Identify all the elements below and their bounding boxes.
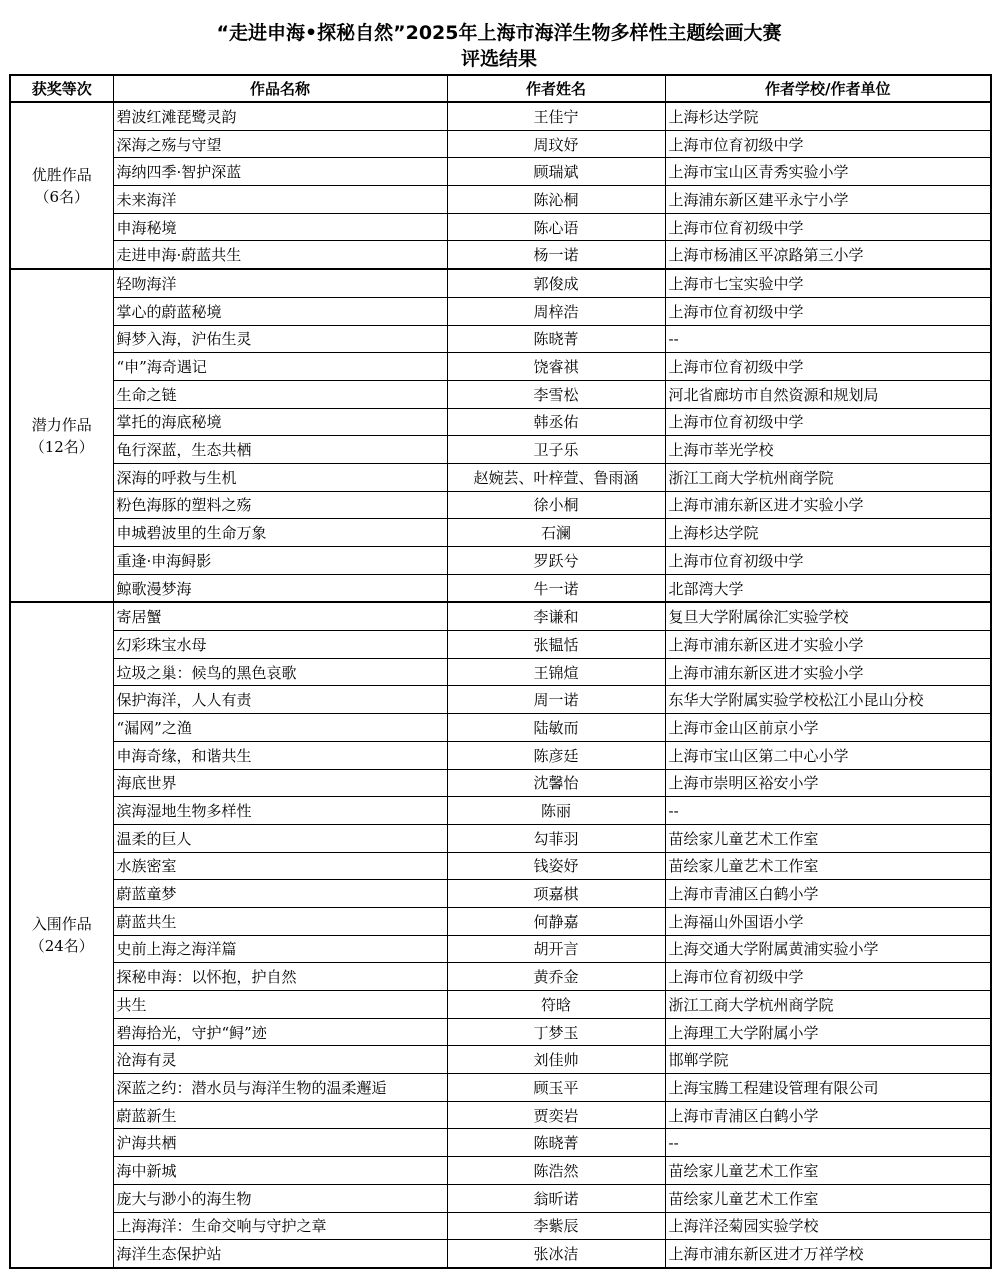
author-school-cell: 上海市位育初级中学 [665,547,991,575]
table-row [10,1018,991,1046]
author-name-cell: 张韫恬 [447,631,665,659]
author-school-cell: 上海市青浦区白鹤小学 [665,880,991,908]
author-name-cell: 翁昕诺 [447,1184,665,1212]
work-title-cell: 寄居蟹 [113,602,447,630]
author-school-cell: 河北省廊坊市自然资源和规划局 [665,380,991,408]
work-title-cell: 龟行深蓝，生态共栖 [113,436,447,464]
author-school-cell: 上海市浦东新区进才万祥学校 [665,1240,991,1268]
table-row [10,686,991,714]
work-title-cell: 掌心的蔚蓝秘境 [113,297,447,325]
author-school-cell: 上海市浦东新区进才实验小学 [665,631,991,659]
author-name-cell: 陈彦廷 [447,741,665,769]
header-work-title: 作品名称 [113,75,447,102]
work-title-cell: 碧海拾光，守护“鲟”迹 [113,1018,447,1046]
author-name-cell: 钱姿妤 [447,852,665,880]
author-school-cell: 上海市位育初级中学 [665,963,991,991]
table-body [10,102,991,1268]
results-table [9,74,992,1269]
author-school-cell: 上海市宝山区第二中心小学 [665,741,991,769]
table-row [10,714,991,742]
work-title-cell: 沪海共栖 [113,1129,447,1157]
author-name-cell: 李谦和 [447,602,665,630]
author-name-cell: 胡开言 [447,935,665,963]
author-name-cell: 石澜 [447,519,665,547]
work-title-cell: 深海的呼救与生机 [113,463,447,491]
work-title-cell: 探秘申海：以怀抱，护自然 [113,963,447,991]
author-school-cell: 上海市位育初级中学 [665,353,991,381]
author-name-cell: 丁梦玉 [447,1018,665,1046]
table-row [10,631,991,659]
author-school-cell: 上海杉达学院 [665,102,991,130]
table-row [10,991,991,1019]
work-title-cell: 深蓝之约：潜水员与海洋生物的温柔邂逅 [113,1074,447,1102]
table-row [10,463,991,491]
author-name-cell: 周玟妤 [447,130,665,158]
author-name-cell: 杨一诺 [447,241,665,269]
author-name-cell: 贾奕岩 [447,1101,665,1129]
author-name-cell: 李紫辰 [447,1212,665,1240]
author-name-cell: 陈心语 [447,213,665,241]
work-title-cell: 生命之链 [113,380,447,408]
author-school-cell: 上海市莘光学校 [665,436,991,464]
author-school-cell: 苗绘家儿童艺术工作室 [665,1157,991,1185]
author-school-cell: -- [665,797,991,825]
author-school-cell: 浙江工商大学杭州商学院 [665,463,991,491]
author-school-cell: 上海宝腾工程建设管理有限公司 [665,1074,991,1102]
work-title-cell: 申海秘境 [113,213,447,241]
table-row [10,824,991,852]
table-row [10,797,991,825]
author-name-cell: 韩丞佑 [447,408,665,436]
work-title-cell: 蔚蓝新生 [113,1101,447,1129]
author-name-cell: 饶睿祺 [447,353,665,381]
author-name-cell: 陈丽 [447,797,665,825]
award-category-label: 优胜作品 [31,165,92,184]
work-title-cell: 上海海洋：生命交响与守护之章 [113,1212,447,1240]
author-name-cell: 王锦煊 [447,658,665,686]
work-title-cell: 碧波红滩琵鹭灵韵 [113,102,447,130]
award-category-count: （6名） [34,187,90,206]
work-title-cell: 海底世界 [113,769,447,797]
author-school-cell: 上海市崇明区裕安小学 [665,769,991,797]
award-category-label: 潜力作品 [31,415,92,434]
table-row [10,186,991,214]
author-school-cell: 苗绘家儿童艺术工作室 [665,1184,991,1212]
author-name-cell: 卫子乐 [447,436,665,464]
table-row [10,1129,991,1157]
author-name-cell: 沈馨怡 [447,769,665,797]
author-school-cell: 浙江工商大学杭州商学院 [665,991,991,1019]
author-school-cell: 上海理工大学附属小学 [665,1018,991,1046]
work-title-cell: 重逢·申海鲟影 [113,547,447,575]
table-row [10,241,991,269]
work-title-cell: 申城碧波里的生命万象 [113,519,447,547]
author-school-cell: 邯郸学院 [665,1046,991,1074]
table-row [10,436,991,464]
author-name-cell: 牛一诺 [447,574,665,602]
award-category-cell [10,269,113,602]
work-title-cell: 鲟梦入海，沪佑生灵 [113,325,447,353]
author-school-cell: 上海市浦东新区进才实验小学 [665,491,991,519]
author-name-cell: 张冰洁 [447,1240,665,1268]
work-title-cell: 鲸歌漫梦海 [113,574,447,602]
header-author-school: 作者学校/作者单位 [665,75,991,102]
work-title-cell: 沧海有灵 [113,1046,447,1074]
table-row [10,880,991,908]
author-school-cell: 上海市宝山区青秀实验小学 [665,158,991,186]
table-row [10,852,991,880]
author-name-cell: 陈沁桐 [447,186,665,214]
table-row [10,1074,991,1102]
work-title-cell: 滨海湿地生物多样性 [113,797,447,825]
work-title-cell: 掌托的海底秘境 [113,408,447,436]
table-row [10,353,991,381]
author-name-cell: 符晗 [447,991,665,1019]
work-title-cell: 深海之殇与守望 [113,130,447,158]
author-school-cell: 苗绘家儿童艺术工作室 [665,824,991,852]
author-name-cell: 王佳宁 [447,102,665,130]
author-name-cell: 陈浩然 [447,1157,665,1185]
table-row [10,408,991,436]
work-title-cell: “漏网”之渔 [113,714,447,742]
author-name-cell: 郭俊成 [447,269,665,297]
work-title-cell: 申海奇缘，和谐共生 [113,741,447,769]
work-title-cell: 垃圾之巢：候鸟的黑色哀歌 [113,658,447,686]
author-school-cell: 上海浦东新区建平永宁小学 [665,186,991,214]
work-title-cell: 水族密室 [113,852,447,880]
author-school-cell: 东华大学附属实验学校松江小昆山分校 [665,686,991,714]
work-title-cell: “申”海奇遇记 [113,353,447,381]
page-title: “走进申海•探秘自然”2025年上海市海洋生物多样性主题绘画大赛 [216,22,782,44]
work-title-cell: 共生 [113,991,447,1019]
work-title-cell: 庞大与渺小的海生物 [113,1184,447,1212]
table-row [10,130,991,158]
table-row [10,907,991,935]
author-school-cell: 上海市杨浦区平凉路第三小学 [665,241,991,269]
author-name-cell: 顾玉平 [447,1074,665,1102]
table-row [10,658,991,686]
table-row [10,213,991,241]
work-title-cell: 蔚蓝共生 [113,907,447,935]
author-school-cell: 上海市青浦区白鹤小学 [665,1101,991,1129]
work-title-cell: 蔚蓝童梦 [113,880,447,908]
author-school-cell: -- [665,325,991,353]
table-row [10,769,991,797]
table-row [10,963,991,991]
author-school-cell: 上海交通大学附属黄浦实验小学 [665,935,991,963]
author-name-cell: 赵婉芸、叶梓萱、鲁雨涵 [447,463,665,491]
author-name-cell: 周梓浩 [447,297,665,325]
author-school-cell: 苗绘家儿童艺术工作室 [665,852,991,880]
table-row [10,1046,991,1074]
author-name-cell: 陆敏而 [447,714,665,742]
table-row [10,1240,991,1268]
award-category-label: 入围作品 [31,915,92,934]
table-row [10,935,991,963]
table-row [10,158,991,186]
author-school-cell: 复旦大学附属徐汇实验学校 [665,602,991,630]
award-category-cell [10,102,113,269]
work-title-cell: 粉色海豚的塑料之殇 [113,491,447,519]
table-row [10,269,991,297]
author-school-cell: 上海市七宝实验中学 [665,269,991,297]
table-row [10,491,991,519]
author-school-cell: 上海市位育初级中学 [665,297,991,325]
work-title-cell: 保护海洋，人人有责 [113,686,447,714]
table-row [10,1184,991,1212]
header-award-level: 获奖等次 [10,75,113,102]
table-row [10,547,991,575]
award-category-count: （24名） [29,937,94,956]
table-row [10,574,991,602]
table-row [10,519,991,547]
table-row [10,380,991,408]
table-row [10,1101,991,1129]
author-school-cell: 上海市位育初级中学 [665,213,991,241]
work-title-cell: 温柔的巨人 [113,824,447,852]
work-title-cell: 轻吻海洋 [113,269,447,297]
table-header-row [10,75,991,102]
table-row [10,1157,991,1185]
author-school-cell: 上海福山外国语小学 [665,907,991,935]
author-name-cell: 项嘉棋 [447,880,665,908]
author-name-cell: 何静嘉 [447,907,665,935]
author-name-cell: 罗跃兮 [447,547,665,575]
work-title-cell: 史前上海之海洋篇 [113,935,447,963]
work-title-cell: 海中新城 [113,1157,447,1185]
work-title-cell: 海洋生态保护站 [113,1240,447,1268]
table-row [10,297,991,325]
author-name-cell: 黄乔金 [447,963,665,991]
work-title-cell: 走进申海·蔚蓝共生 [113,241,447,269]
table-row [10,102,991,130]
table-row [10,1212,991,1240]
author-school-cell: 上海市浦东新区进才实验小学 [665,658,991,686]
author-name-cell: 勾菲羽 [447,824,665,852]
author-name-cell: 徐小桐 [447,491,665,519]
author-school-cell: 上海市位育初级中学 [665,408,991,436]
table-row [10,741,991,769]
author-name-cell: 刘佳帅 [447,1046,665,1074]
work-title-cell: 幻彩珠宝水母 [113,631,447,659]
work-title-cell: 海纳四季·智护深蓝 [113,158,447,186]
author-name-cell: 陈晓菁 [447,1129,665,1157]
header-author-name: 作者姓名 [447,75,665,102]
author-school-cell: 北部湾大学 [665,574,991,602]
author-name-cell: 周一诺 [447,686,665,714]
page-subtitle: 评选结果 [460,48,537,70]
award-category-cell [10,602,113,1268]
author-school-cell: 上海市金山区前京小学 [665,714,991,742]
award-category-count: （12名） [29,437,94,456]
author-school-cell: -- [665,1129,991,1157]
table-row [10,325,991,353]
author-name-cell: 陈晓菁 [447,325,665,353]
author-school-cell: 上海杉达学院 [665,519,991,547]
author-name-cell: 李雪松 [447,380,665,408]
work-title-cell: 未来海洋 [113,186,447,214]
author-school-cell: 上海市位育初级中学 [665,130,991,158]
table-row [10,602,991,630]
author-school-cell: 上海洋泾菊园实验学校 [665,1212,991,1240]
author-name-cell: 顾瑞斌 [447,158,665,186]
